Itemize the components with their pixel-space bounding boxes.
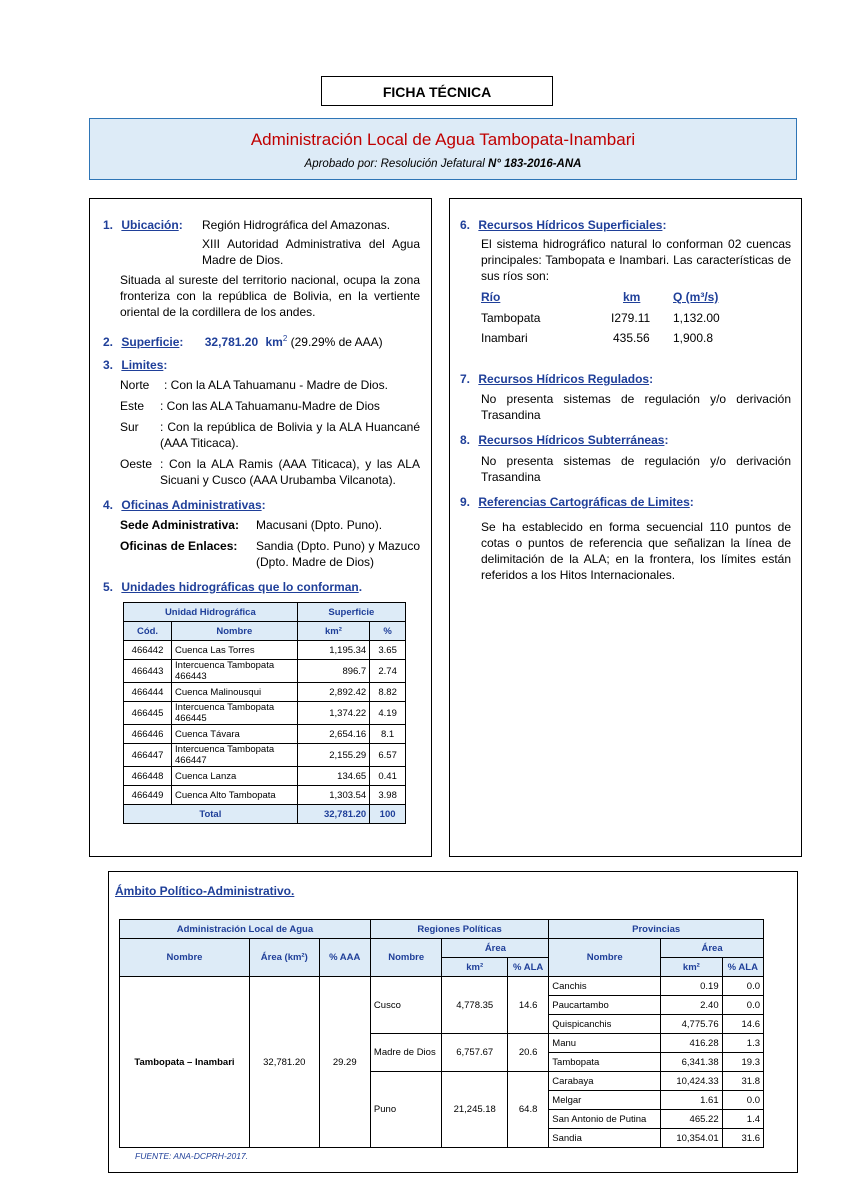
unit-name: Intercuenca Tambopata 466443 [172,660,298,683]
unit-row [124,641,406,660]
sec1-text: Situada al sureste del territorio nacional, ocupa la zona fronteriza con la república de Bolivia, en la vertiente oriental de la cordillera de los andes. [120,273,420,319]
sec9-colon: : [689,495,694,509]
sec7-number: 7. [460,372,471,386]
sec4-number: 4. [103,498,114,512]
pt-prov-area: 465.22 [661,1110,722,1129]
units-total-pct: 100 [370,805,406,824]
sec1-heading [103,217,183,233]
units-header-pct: % [370,622,406,641]
unit-pct: 4.19 [370,702,406,725]
limit-este-key: Este [120,399,145,413]
sec5-number: 5. [103,580,114,594]
limit-sur-key: Sur [120,420,139,434]
pt-prov-name: Tambopata [549,1053,661,1072]
river-2-km: 435.56 [613,331,650,345]
enlace-label: Oficinas de Enlaces: [120,539,238,553]
sec3-colon: : [163,358,168,372]
sec2-label: Superficie [121,335,180,349]
pt-h-reg-nombre: Nombre [370,939,442,977]
unit-pct: 0.41 [370,767,406,786]
approval-suffix: ANA [556,158,582,170]
pt-prov-area: 10,424.33 [661,1072,722,1091]
enlace-label-text: Oficinas de Enlaces [120,539,234,553]
limit-norte-value: : Con la ALA Tahuamanu - Madre de Dios. [164,378,388,392]
pt-prov-area: 1.61 [661,1091,722,1110]
sec5-heading [103,579,362,595]
limit-sur-value: : Con la república de Bolivia y la ALA Huancané (AAA Titicaca). [160,420,420,450]
units-total-label: Total [124,805,298,824]
enlace-value: Sandia (Dpto. Puno) y Mazuco (Dpto. Madre de Dios) [256,539,420,569]
sede-label: Sede Administrativa: [120,518,239,532]
pt-prov-pct: 31.6 [722,1129,763,1148]
limit-este-value: : Con las ALA Tahuamanu-Madre de Dios [160,399,380,413]
ala-name: Administración Local de Agua Tambopata-Inambari [250,130,636,149]
pt-prov-area: 0.19 [661,977,722,996]
pt-prov-pct: 19.3 [722,1053,763,1072]
pt-region-area: 4,778.35 [442,977,508,1034]
pt-h-prov-area: Área [661,939,764,958]
unit-km: 896.7 [297,660,370,683]
unit-pct: 3.98 [370,786,406,805]
limit-oeste-key: Oeste [120,457,153,471]
sec1-colon: : [178,218,183,232]
pt-header-ala: Administración Local de Agua [120,920,371,939]
pt-prov-area: 10,354.01 [661,1129,722,1148]
rio-header: Río [481,290,501,304]
pt-prov-name: Sandia [549,1129,661,1148]
unit-name: Cuenca Malinousqui [172,683,298,702]
sec9-label: Referencias Cartográficas de Limites [478,495,690,509]
pt-h-prov-nombre: Nombre [549,939,661,977]
units-header-km: km² [297,622,370,641]
river-1-q: 1,132.00 [673,311,720,325]
approval-prefix: Aprobado por: Resolución Jefatural [304,158,489,170]
sec7-text: No presenta sistemas de regulación y/o derivación Trasandina [481,392,791,422]
pt-h-reg-pct: % ALA [507,958,548,977]
unit-row [124,725,406,744]
approval-line [90,158,796,170]
unit-row [124,744,406,767]
sec1-label: Ubicación [121,218,179,232]
pt-prov-name: Quispicanchis [549,1015,661,1034]
pt-prov-pct: 31.8 [722,1072,763,1091]
pt-h-prov-pct: % ALA [722,958,763,977]
unit-km: 1,195.34 [297,641,370,660]
sec3-label: Limites [121,358,164,372]
sec8-colon: : [664,433,669,447]
source-note: FUENTE: ANA-DCPRH-2017. [135,1151,249,1161]
sec8-heading [460,432,668,448]
pt-prov-name: Paucartambo [549,996,661,1015]
pt-prov-area: 6,341.38 [661,1053,722,1072]
ambito-title-text: Ámbito Político-Administrativo [115,884,292,898]
pt-h-ala-area: Área (km²) [250,939,320,977]
unit-cod: 466447 [124,744,172,767]
unit-row [124,786,406,805]
sec3-number: 3. [103,358,114,372]
pt-h-ala-paaa: % AAA [319,939,370,977]
pt-region-pct: 14.6 [507,977,548,1034]
unit-km: 1,303.54 [297,786,370,805]
units-header-sup: Superficie [297,603,405,622]
unit-cod: 466449 [124,786,172,805]
unit-cod: 466448 [124,767,172,786]
right-panel [449,198,802,857]
unit-pct: 6.57 [370,744,406,767]
units-header-nom: Nombre [172,622,298,641]
pt-prov-name: Carabaya [549,1072,661,1091]
unit-name: Cuenca Alto Tambopata [172,786,298,805]
sec9-heading [460,494,694,510]
unit-cod: 466445 [124,702,172,725]
units-header-cod: Cód. [124,622,172,641]
sec2-colon: : [179,335,184,349]
pt-h-ala-nombre: Nombre [120,939,250,977]
unit-pct: 3.65 [370,641,406,660]
pt-header-reg: Regiones Políticas [370,920,548,939]
pt-header-prov: Provincias [549,920,764,939]
limit-oeste-value: : Con la ALA Ramis (AAA Titicaca), y las ALA Sicuani y Cusco (AAA Urubamba Vilcanota). [160,457,420,487]
pt-prov-name: Canchis [549,977,661,996]
sec8-number: 8. [460,433,471,447]
sec4-heading [103,497,266,513]
pt-prov-name: Melgar [549,1091,661,1110]
sec6-text: El sistema hidrográfico natural lo conforman 02 cuencas principales: Tambopata e Inambari. Las características de sus ríos son: [481,237,791,283]
unit-name: Cuenca Lanza [172,767,298,786]
political-table [119,919,764,1148]
unit-pct: 8.1 [370,725,406,744]
river-1-name: Tambopata [481,311,541,325]
left-panel [89,198,432,857]
unit-name: Intercuenca Tambopata 466445 [172,702,298,725]
unit-km: 2,892.42 [297,683,370,702]
sec1-number: 1. [103,218,114,232]
unit-km: 134.65 [297,767,370,786]
q-header: Q (m³/s) [673,290,719,304]
sec7-colon: : [649,372,654,386]
unit-row [124,683,406,702]
unit-pct: 2.74 [370,660,406,683]
unit-km: 2,155.29 [297,744,370,767]
river-2-name: Inambari [481,331,528,345]
unit-row [124,702,406,725]
pt-ala-name: Tambopata – Inambari [120,977,250,1148]
bottom-panel [108,871,798,1173]
sec6-heading [460,217,666,233]
units-total-km: 32,781.20 [297,805,370,824]
sec6-colon: : [662,218,667,232]
pt-prov-pct: 1.4 [722,1110,763,1129]
pt-region-name: Puno [370,1072,442,1148]
sec6-number: 6. [460,218,471,232]
sec8-text: No presenta sistemas de regulación y/o derivación Trasandina [481,454,791,484]
approval-number: N° 183-2016- [488,158,557,170]
river-2-q: 1,900.8 [673,331,714,345]
pt-prov-area: 4,775.76 [661,1015,722,1034]
pt-prov-pct: 0.0 [722,977,763,996]
unit-name: Intercuenca Tambopata 466447 [172,744,298,767]
unit-cod: 466442 [124,641,172,660]
pt-region-area: 21,245.18 [442,1072,508,1148]
page-title: FICHA TÉCNICA [321,76,553,106]
sec4-colon: : [261,498,266,512]
unit-km: 1,374.22 [297,702,370,725]
pt-prov-area: 2.40 [661,996,722,1015]
sec4-label: Oficinas Administrativas [121,498,262,512]
header-banner [89,118,797,180]
unit-pct: 8.82 [370,683,406,702]
pt-region-area: 6,757.67 [442,1034,508,1072]
sec9-text: Se ha establecido en forma secuencial 110 puntos de cotas o puntos de referencia que señalizan la línea de delimitación de la ALA; en la frontera, los límites están referidos a los Hitos Internacionales. [481,520,791,582]
units-header-unit: Unidad Hidrográfica [124,603,298,622]
sec1-line1: Región Hidrográfica del Amazonas. [202,218,391,232]
unit-row [124,660,406,683]
pt-prov-name: San Antonio de Putina [549,1110,661,1129]
sec9-number: 9. [460,495,471,509]
unit-cod: 466443 [124,660,172,683]
sec7-heading [460,371,653,387]
unit-cod: 466444 [124,683,172,702]
sec3-heading [103,357,167,373]
pt-prov-pct: 0.0 [722,1091,763,1110]
sec8-label: Recursos Hídricos Subterráneas [478,433,665,447]
pt-prov-area: 416.28 [661,1034,722,1053]
pt-prov-name: Manu [549,1034,661,1053]
river-1-km: I279.11 [611,311,651,325]
pt-ala-pct: 29.29 [319,977,370,1148]
sec5-dot: . [358,580,363,594]
ambito-title [115,884,294,898]
unit-km: 2,654.16 [297,725,370,744]
pt-region-name: Madre de Dios [370,1034,442,1072]
pt-ala-area: 32,781.20 [250,977,320,1148]
pt-region-name: Cusco [370,977,442,1034]
pt-region-pct: 64.8 [507,1072,548,1148]
sec2-unit-sup: 2 [282,334,288,343]
pt-prov-pct: 0.0 [722,996,763,1015]
sec2-value: 32,781.20 [204,335,259,349]
unit-cod: 466446 [124,725,172,744]
pt-h-prov-km: km² [661,958,722,977]
pt-prov-pct: 14.6 [722,1015,763,1034]
sec2-number: 2. [103,335,114,349]
sec6-label: Recursos Hídricos Superficiales [478,218,663,232]
unit-name: Cuenca Las Torres [172,641,298,660]
km-header: km [623,290,641,304]
sec2-heading [103,331,383,350]
pt-h-reg-area: Área [442,939,549,958]
unit-row [124,767,406,786]
sec7-label: Recursos Hídricos Regulados [478,372,650,386]
unit-name: Cuenca Távara [172,725,298,744]
pt-prov-pct: 1.3 [722,1034,763,1053]
sec2-unit: km [265,335,283,349]
ambito-title-dot: . [291,884,295,898]
pt-h-reg-km: km² [442,958,508,977]
sec1-line2: XIII Autoridad Administrativa del Agua Madre de Dios. [202,237,420,267]
sec2-pct: (29.29% de AAA) [287,335,383,349]
sede-label-text: Sede Administrativa [120,518,235,532]
units-table [123,602,406,824]
limit-norte-key: Norte [120,378,150,392]
sede-value: Macusani (Dpto. Puno). [256,518,383,532]
pt-region-pct: 20.6 [507,1034,548,1072]
sec5-label: Unidades hidrográficas que lo conforman [121,580,359,594]
